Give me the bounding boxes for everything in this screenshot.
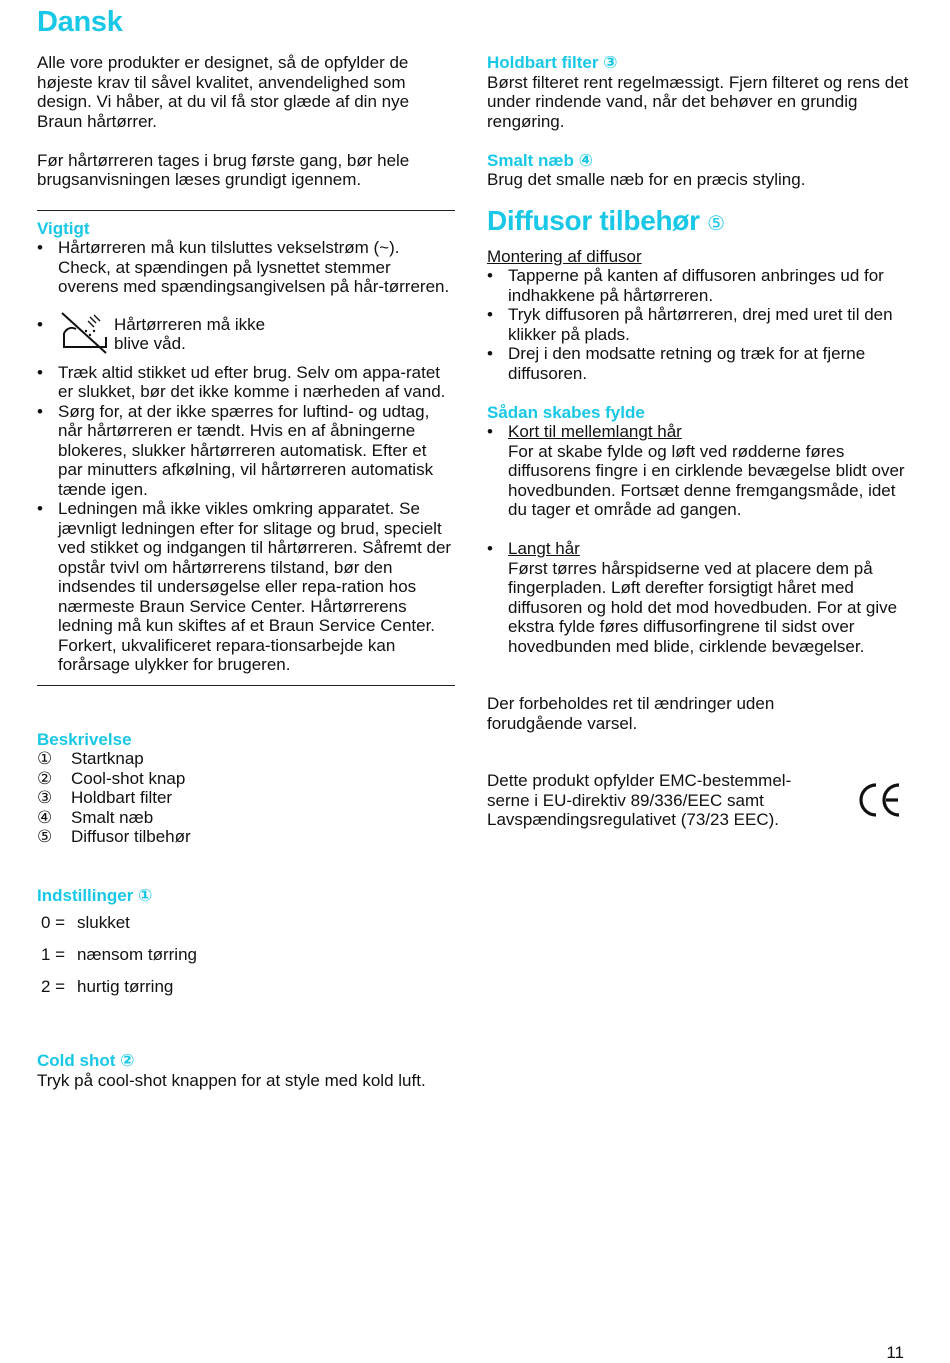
mount-item-2: • Tryk diffusoren på hårtørreren, drej med uret til den klikker på plads. (487, 305, 912, 344)
long-hair-label: Langt hår (508, 539, 580, 558)
mount-item-1: • Tapperne på kanten af diffusoren anbringes ud for indhakkene på hårtørreren. (487, 266, 912, 305)
cold-shot-text: Tryk på cool-shot knappen for at style med kold luft. (37, 1070, 426, 1090)
nozzle-text: Brug det smalle næb for en præcis styling. (487, 170, 806, 189)
filter-text: Børst filteret rent regelmæssigt. Fjern filteret og rens det under rindende vand, når det behøver en grundig rengøring. (487, 72, 909, 131)
short-hair-text: For at skabe fylde og løft ved rødderne føres diffusorens fingre i en cirklende bevægelse blidt over hovedbunden. Fortsæt denne fremgangsmåde, idet du tager et område ad gangen. (508, 441, 905, 519)
right-column (487, 53, 912, 830)
important-item-1: • Hårtørreren må kun tilsluttes vekselstrøm (~). Check, at spændingen på lysnettet stemmer overens med spændingsangivelsen på hår-tørreren. (37, 238, 455, 297)
important-item-2 (37, 315, 455, 355)
short-hair-item (487, 422, 912, 520)
left-column (37, 53, 455, 1090)
emc-text: Dette produkt opfylder EMC-bestemmel-serne i EU-direktiv 89/336/EEC samt Lavspændingsregulativet (73/23 EEC). (487, 771, 792, 829)
mount-list (487, 266, 912, 383)
nozzle-heading: Smalt næb ④ (487, 150, 594, 170)
page-title: Dansk (37, 6, 123, 38)
page-number: 11 (886, 1343, 904, 1362)
description-heading: Beskrivelse (37, 729, 132, 749)
description-list (37, 749, 455, 847)
cold-shot-heading: Cold shot ② (37, 1051, 135, 1070)
diffuser-heading: Diffusor tilbehør ⑤ (487, 204, 725, 236)
list-item: ① Startknap (37, 749, 144, 768)
important-list-continued (37, 363, 455, 675)
settings-heading: Indstillinger ① (37, 885, 153, 905)
long-hair-text: Først tørres hårspidserne ved at placere dem på fingerpladen. Løft derefter forsigtigt håret med diffusoren og hold det mod hovedbuden. For at give ekstra fylde føres diffusorfingrene til sidst over hovedbunden med blide, cirklende bevægelser. (508, 558, 898, 656)
important-item-2-text: Hårtørreren må ikke blive våd. (114, 314, 266, 353)
list-item: ③ Holdbart filter (37, 788, 173, 807)
volume-list-long (487, 539, 912, 656)
settings-list (37, 913, 455, 1009)
volume-list (487, 422, 912, 520)
notice-text: Der forbeholdes ret til ændringer uden forudgående varsel. (487, 694, 775, 733)
important-item-3: • Træk altid stikket ud efter brug. Selv om appa-ratet er slukket, bør det ikke komme i nærheden af vand. (37, 363, 455, 402)
filter-heading: Holdbart filter ③ (487, 53, 618, 72)
intro-paragraph-2: Før hårtørreren tages i brug første gang, bør hele brugsanvisningen læses grundigt igennem. (37, 150, 410, 189)
list-item: ② Cool-shot knap (37, 768, 186, 788)
important-item-5: • Ledningen må ikke vikles omkring apparatet. Se jævnligt ledningen efter for slitage og brud, specielt ved stikket og indgangen til hårtørreren. Såfremt der opstår tvivl om hårtørrerens tilstand, bør den indsendes til undersøgelse eller repa-ration hos nærmeste Braun Service Center. Hårtørrerens ledning må kun skiftes af et Braun Service Center. Forkert, ukvalificeret repara-tionsarbejde kan forårsage ulykker for brugeren. (37, 499, 455, 675)
list-item: 1 = nænsom tørring (41, 945, 197, 964)
ce-mark-icon (856, 780, 904, 820)
important-list (37, 238, 455, 297)
mount-heading: Montering af diffusor (487, 246, 642, 266)
list-item: ⑤ Diffusor tilbehør (37, 827, 191, 846)
important-item-4: • Sørg for, at der ikke spærres for luftind- og udtag, når hårtørreren er tændt. Hvis en af åbningerne blokeres, slukker hårtørreren automatisk. Efter et par minutters afkølning, vil hårtørreren automatisk tænde igen. (37, 402, 455, 500)
short-hair-label: Kort til mellemlangt hår (508, 422, 682, 441)
emc-block (487, 771, 912, 830)
list-item: 0 = slukket (41, 913, 130, 932)
long-hair-item (487, 539, 912, 656)
volume-heading: Sådan skabes fylde (487, 402, 645, 422)
mount-item-3: • Drej i den modsatte retning og træk for at fjerne diffusoren. (487, 344, 912, 383)
bullet: • (37, 314, 43, 334)
intro-paragraph-1: Alle vore produkter er designet, så de opfylder de højeste krav til såvel kvalitet, anvendelighed som design. Vi håber, at du vil få stor glæde af din nye Braun hårtørrer. (37, 53, 410, 131)
list-item: 2 = hurtig tørring (41, 977, 174, 996)
list-item: ④ Smalt næb (37, 807, 154, 827)
important-heading: Vigtigt (37, 218, 90, 238)
no-water-icon (58, 311, 110, 355)
